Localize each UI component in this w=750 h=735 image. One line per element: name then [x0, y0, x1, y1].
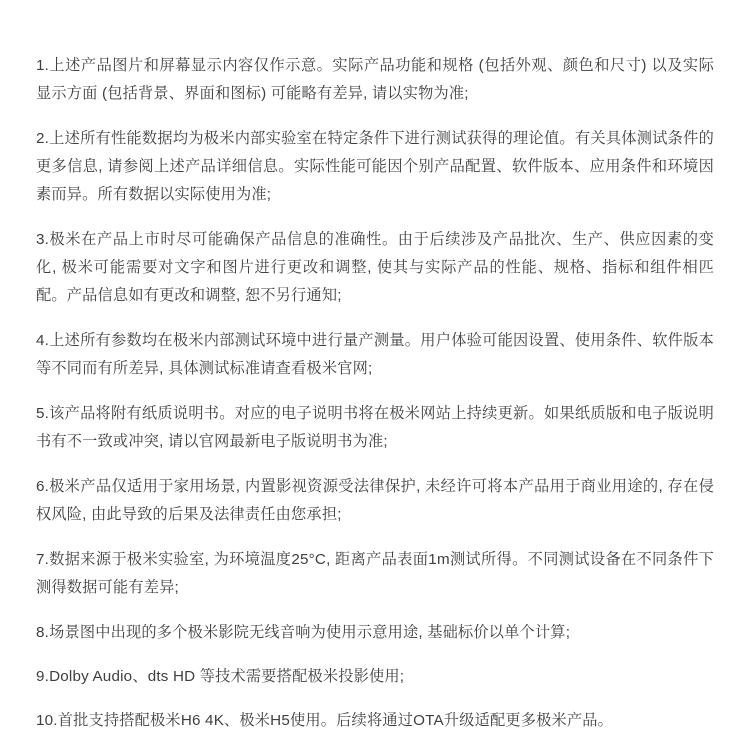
disclaimer-clause-3: 3.极米在产品上市时尽可能确保产品信息的准确性。由于后续涉及产品批次、生产、供应因素的变化, 极米可能需要对文字和图片进行更改和调整, 使其与实际产品的性能、规格、指标和组件相匹配。产品信息如有更改和调整, 恕不另行通知;	[36, 231, 714, 304]
disclaimer-clause-5: 5.该产品将附有纸质说明书。对应的电子说明书将在极米网站上持续更新。如果纸质版和电子版说明书有不一致或冲突, 请以官网最新电子版说明书为准;	[36, 405, 714, 450]
disclaimer-clause-8: 8.场景图中出现的多个极米影院无线音响为使用示意用途, 基础标价以单个计算;	[36, 624, 571, 641]
disclaimer-clause-10: 10.首批支持搭配极米H6 4K、极米H5使用。后续将通过OTA升级适配更多极米产品。	[36, 712, 614, 729]
disclaimer-clause-4: 4.上述所有参数均在极米内部测试环境中进行量产测量。用户体验可能因设置、使用条件、软件版本等不同而有所差异, 具体测试标准请查看极米官网;	[36, 332, 714, 377]
disclaimer-clause-2: 2.上述所有性能数据均为极米内部实验室在特定条件下进行测试获得的理论值。有关具体测试条件的更多信息, 请参阅上述产品详细信息。实际性能可能因个别产品配置、软件版本、应用条件和环境因素而异。所有数据以实际使用为准;	[36, 130, 714, 203]
disclaimer-clause-9: 9.Dolby Audio、dts HD 等技术需要搭配极米投影使用;	[36, 668, 405, 685]
disclaimer-clause-1: 1.上述产品图片和屏幕显示内容仅作示意。实际产品功能和规格 (包括外观、颜色和尺寸) 以及实际显示方面 (包括背景、界面和图标) 可能略有差异, 请以实物为准;	[36, 57, 714, 102]
disclaimer-clause-7: 7.数据来源于极米实验室, 为环境温度25°C, 距离产品表面1m测试所得。不同测试设备在不同条件下测得数据可能有差异;	[36, 551, 714, 596]
disclaimer-clause-6: 6.极米产品仅适用于家用场景, 内置影视资源受法律保护, 未经许可将本产品用于商业用途的, 存在侵权风险, 由此导致的后果及法律责任由您承担;	[36, 478, 714, 523]
